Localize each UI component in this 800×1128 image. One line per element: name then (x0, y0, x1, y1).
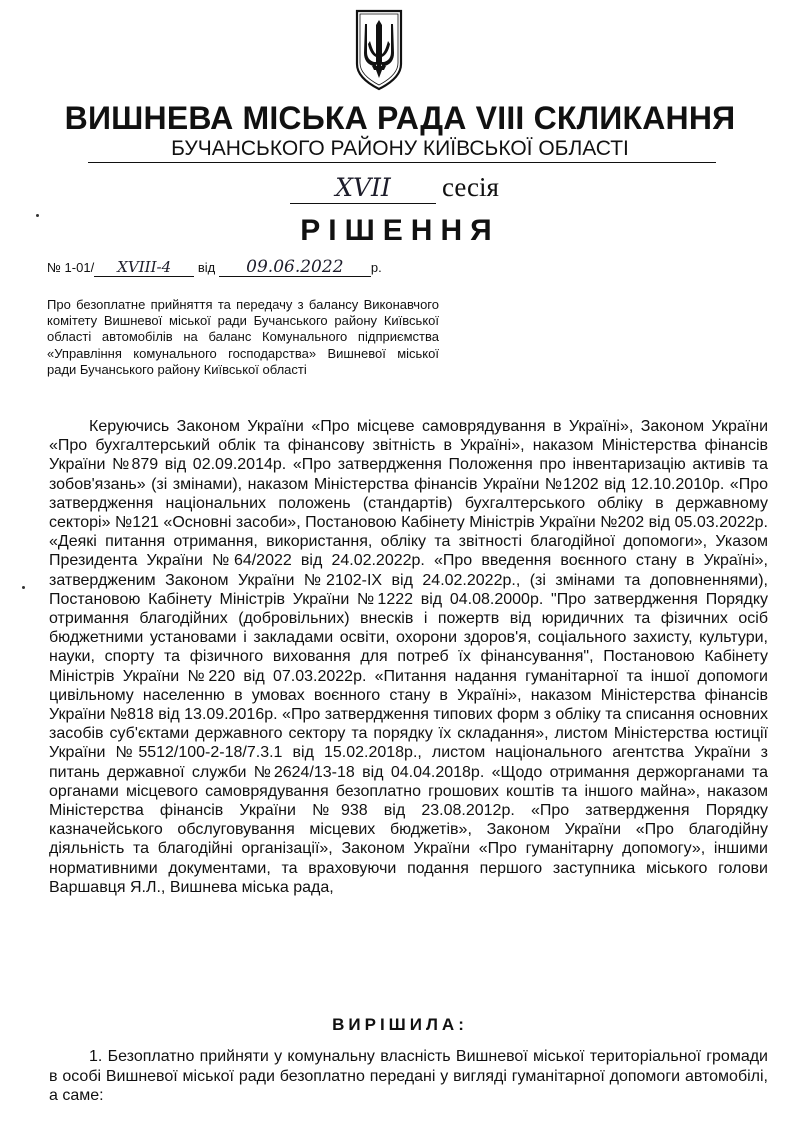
decision-title: РІШЕННЯ (300, 214, 500, 247)
decision-number-prefix: № 1-01/ (47, 260, 95, 275)
decision-date-suffix: р. (370, 260, 382, 275)
resolved-heading: ВИРІШИЛА: (332, 1015, 468, 1034)
decision-subject: Про безоплатне прийняття та передачу з балансу Виконавчого комітету Вишневої міської ради Бучанського району Київської області автомобілів на баланс Комунального підприємства «Управління комунального господарства» Вишневої міської ради Бучанського району Київської області (47, 297, 439, 377)
session-line (290, 172, 499, 206)
session-label: сесія (442, 172, 499, 202)
decision-date: 09.06.2022 (219, 258, 371, 277)
decision-number: XVIII-4 (94, 258, 194, 277)
decision-number-line (47, 258, 382, 277)
scan-speck (22, 586, 25, 589)
decision-point-1: 1. Безоплатно прийняти у комунальну власність Вишневої міської територіальної громади в особі Вишневої міської ради безоплатно передані у вигляді гуманітарної допомоги автомобілі, а саме: (49, 1048, 768, 1104)
preamble-paragraph: Керуючись Законом України «Про місцеве самоврядування в Україні», Законом України «Про бухгалтерський облік та фінансову звітність в Україні», наказом Міністерства фінансів України №879 від 02.09.2014р. «Про затвердження Положення про інвентаризацію активів та зобов'язань» (зі змінами), наказом Міністерства фінансів України №1202 від 12.10.2010р. «Про затвердження національних положень (стандартів) бухгалтерського обліку в державному секторі» №121 «Основні засоби», Постановою Кабінету Міністрів України №202 від 05.03.2022р. «Деякі питання отримання, використання, обліку та звітності благодійної допомоги», Указом Президента України №64/2022 від 24.02.2022р. «Про введення воєнного стану в Україні», затвердженим Законом України №2102-IX від 24.02.2022р., (зі змінами та доповненнями), Постановою Кабінету Міністрів України №1222 від 04.08.2000р. "Про затвердження Порядку отримання благодійних (добровільних) внесків і пожертв від юридичних та фізичних осіб бюджетними установами і закладами освіти, охорони здоров'я, соціального захисту, культури, науки, спорту та фізичного виховання для потреб їх фінансування", Постановою Кабінету Міністрів України №220 від 07.03.2022р. «Питання надання гуманітарної та іншої допомоги цивільному населенню в умовах воєнного стану в Україні», наказом Міністерства фінансів України №818 від 13.09.2016р. «Про затвердження типових форм з обліку та списання основних засобів суб'єктами державного сектору та порядку їх складання», листом Міністерства юстиції України №5512/100-2-18/7.3.1 від 15.02.2018р., листом національного агентства України з питань державної служби №2624/13-18 від 04.04.2018р. «Щодо отримання держорганами та органами місцевого самоврядування безоплатно грошових коштів та іншого майна», наказом Міністерства фінансів України №938 від 23.08.2012р. «Про затвердження Порядку казначейського обслуговування місцевих бюджетів», Законом України «Про благодійну діяльність та благодійні організації», Законом України «Про гуманітарну допомогу», іншими нормативними документами, та враховуючи подання першого заступника міського голови Варшавця Я.Л., Вишнева міська рада, (49, 418, 768, 896)
decision-date-prefix: від (197, 260, 216, 275)
council-title: ВИШНЕВА МІСЬКА РАДА VIII СКЛИКАННЯ (64, 100, 736, 136)
header-divider (88, 162, 716, 163)
session-number: XVII (290, 173, 436, 204)
trident-coat-of-arms-icon (354, 8, 404, 92)
council-subtitle: БУЧАНСЬКОГО РАЙОНУ КИЇВСЬКОЇ ОБЛАСТІ (171, 137, 629, 160)
scan-speck (36, 214, 39, 217)
